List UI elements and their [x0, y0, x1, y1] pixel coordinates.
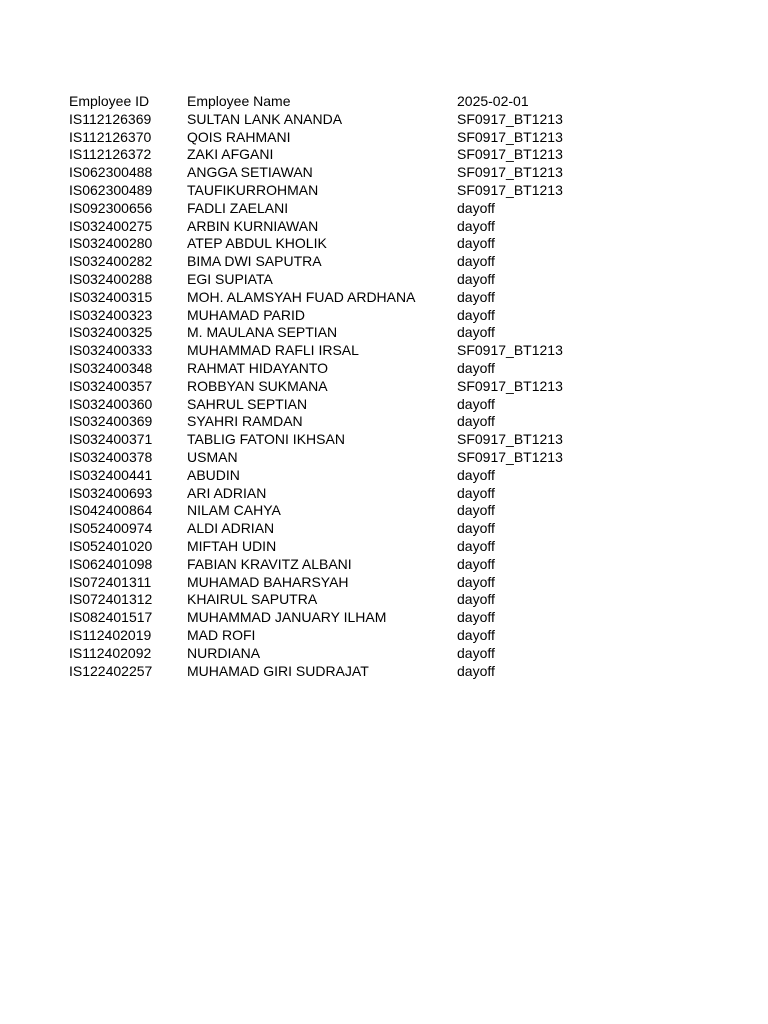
- schedule-value-cell: dayoff: [457, 359, 495, 376]
- employee-id-cell: IS092300656: [69, 199, 153, 216]
- table-row: [69, 129, 577, 147]
- employee-name-cell: ALDI ADRIAN: [187, 520, 275, 537]
- schedule-value-cell: dayoff: [457, 306, 495, 323]
- employee-id-cell: IS032400280: [69, 235, 153, 252]
- table-row: [69, 467, 577, 485]
- employee-id-cell: IS062300489: [69, 181, 153, 198]
- employee-id-cell: IS042400864: [69, 502, 153, 519]
- employee-name-cell: TAUFIKURROHMAN: [187, 181, 319, 198]
- schedule-value-cell: dayoff: [457, 270, 495, 287]
- employee-id-cell: IS032400325: [69, 324, 153, 341]
- employee-id-cell: IS062300488: [69, 164, 153, 181]
- schedule-value-cell: dayoff: [457, 413, 495, 430]
- table-row: [69, 556, 577, 574]
- header-date: 2025-02-01: [457, 93, 529, 109]
- schedule-value-cell: dayoff: [457, 609, 495, 626]
- employee-id-cell: IS032400275: [69, 217, 153, 234]
- schedule-value-cell: dayoff: [457, 573, 495, 590]
- schedule-value-cell: SF0917_BT1213: [457, 110, 563, 127]
- employee-name-cell: MAD ROFI: [187, 626, 256, 643]
- table-row: [69, 182, 577, 200]
- employee-id-cell: IS112402092: [69, 644, 152, 661]
- table-row: [69, 307, 577, 325]
- header-employee-name: Employee Name: [187, 93, 291, 109]
- table-row: [69, 164, 577, 182]
- table-row: [69, 271, 577, 289]
- table-row: [69, 235, 577, 253]
- employee-name-cell: MUHAMMAD JANUARY ILHAM: [187, 609, 387, 626]
- schedule-value-cell: dayoff: [457, 217, 495, 234]
- header-row: [69, 93, 577, 111]
- schedule-table: [69, 93, 577, 680]
- table-row: [69, 360, 577, 378]
- table-row: [69, 485, 577, 503]
- employee-id-cell: IS032400371: [69, 431, 153, 448]
- schedule-value-cell: dayoff: [457, 502, 495, 519]
- table-row: [69, 218, 577, 236]
- schedule-value-cell: SF0917_BT1213: [457, 128, 563, 145]
- schedule-value-cell: dayoff: [457, 199, 495, 216]
- employee-name-cell: RAHMAT HIDAYANTO: [187, 359, 329, 376]
- table-row: [69, 200, 577, 218]
- table-row: [69, 396, 577, 414]
- employee-id-cell: IS032400288: [69, 270, 153, 287]
- employee-id-cell: IS032400369: [69, 413, 153, 430]
- employee-name-cell: TABLIG FATONI IKHSAN: [187, 431, 345, 448]
- table-row: [69, 502, 577, 520]
- schedule-value-cell: dayoff: [457, 537, 495, 554]
- table-body: [69, 111, 577, 681]
- table-row: [69, 609, 577, 627]
- table-row: [69, 645, 577, 663]
- table-row: [69, 324, 577, 342]
- table-row: [69, 591, 577, 609]
- employee-name-cell: M. MAULANA SEPTIAN: [187, 324, 338, 341]
- employee-id-cell: IS112126370: [69, 128, 152, 145]
- employee-id-cell: IS072401311: [69, 573, 152, 590]
- schedule-value-cell: SF0917_BT1213: [457, 146, 563, 163]
- table-row: [69, 538, 577, 556]
- employee-name-cell: ARBIN KURNIAWAN: [187, 217, 319, 234]
- employee-name-cell: ABUDIN: [187, 466, 240, 483]
- employee-name-cell: NILAM CAHYA: [187, 502, 281, 519]
- employee-name-cell: EGI SUPIATA: [187, 270, 273, 287]
- employee-name-cell: ATEP ABDUL KHOLIK: [187, 235, 327, 252]
- schedule-sheet: [69, 93, 577, 680]
- employee-name-cell: ROBBYAN SUKMANA: [187, 377, 328, 394]
- employee-name-cell: ZAKI AFGANI: [187, 146, 274, 163]
- schedule-value-cell: SF0917_BT1213: [457, 448, 563, 465]
- employee-name-cell: MIFTAH UDIN: [187, 537, 277, 554]
- table-row: [69, 289, 577, 307]
- employee-id-cell: IS072401312: [69, 591, 153, 608]
- employee-id-cell: IS112402019: [69, 626, 152, 643]
- schedule-value-cell: SF0917_BT1213: [457, 164, 563, 181]
- table-row: [69, 146, 577, 164]
- employee-name-cell: NURDIANA: [187, 644, 261, 661]
- schedule-value-cell: dayoff: [457, 644, 495, 661]
- employee-name-cell: SAHRUL SEPTIAN: [187, 395, 308, 412]
- employee-id-cell: IS112126372: [69, 146, 152, 163]
- employee-name-cell: MUHAMAD GIRI SUDRAJAT: [187, 662, 369, 679]
- employee-name-cell: QOIS RAHMANI: [187, 128, 291, 145]
- schedule-value-cell: SF0917_BT1213: [457, 431, 563, 448]
- table-row: [69, 413, 577, 431]
- schedule-value-cell: dayoff: [457, 591, 495, 608]
- header-employee-id: Employee ID: [69, 93, 150, 109]
- table-row: [69, 378, 577, 396]
- employee-id-cell: IS062401098: [69, 555, 153, 572]
- employee-id-cell: IS122402257: [69, 662, 153, 679]
- employee-id-cell: IS052401020: [69, 537, 153, 554]
- employee-name-cell: FABIAN KRAVITZ ALBANI: [187, 555, 352, 572]
- schedule-value-cell: dayoff: [457, 484, 495, 501]
- table-row: [69, 520, 577, 538]
- employee-id-cell: IS052400974: [69, 520, 153, 537]
- employee-name-cell: KHAIRUL SAPUTRA: [187, 591, 318, 608]
- employee-name-cell: MUHAMAD BAHARSYAH: [187, 573, 349, 590]
- schedule-value-cell: dayoff: [457, 626, 495, 643]
- schedule-value-cell: dayoff: [457, 253, 495, 270]
- employee-name-cell: BIMA DWI SAPUTRA: [187, 253, 322, 270]
- employee-name-cell: SYAHRI RAMDAN: [187, 413, 303, 430]
- employee-name-cell: MOH. ALAMSYAH FUAD ARDHANA: [187, 288, 416, 305]
- schedule-value-cell: dayoff: [457, 288, 495, 305]
- schedule-value-cell: dayoff: [457, 324, 495, 341]
- employee-id-cell: IS032400282: [69, 253, 153, 270]
- employee-id-cell: IS082401517: [69, 609, 153, 626]
- schedule-value-cell: SF0917_BT1213: [457, 342, 563, 359]
- employee-id-cell: IS032400323: [69, 306, 153, 323]
- employee-id-cell: IS032400441: [69, 466, 153, 483]
- employee-id-cell: IS032400360: [69, 395, 153, 412]
- employee-id-cell: IS032400315: [69, 288, 153, 305]
- employee-name-cell: SULTAN LANK ANANDA: [187, 110, 343, 127]
- employee-id-cell: IS032400348: [69, 359, 153, 376]
- employee-name-cell: USMAN: [187, 448, 238, 465]
- employee-id-cell: IS032400693: [69, 484, 153, 501]
- schedule-value-cell: dayoff: [457, 235, 495, 252]
- employee-id-cell: IS032400357: [69, 377, 153, 394]
- schedule-value-cell: dayoff: [457, 395, 495, 412]
- table-row: [69, 111, 577, 129]
- schedule-value-cell: dayoff: [457, 662, 495, 679]
- table-row: [69, 342, 577, 360]
- table-row: [69, 627, 577, 645]
- table-row: [69, 574, 577, 592]
- schedule-value-cell: dayoff: [457, 520, 495, 537]
- table-row: [69, 663, 577, 681]
- employee-name-cell: FADLI ZAELANI: [187, 199, 289, 216]
- table-row: [69, 431, 577, 449]
- schedule-value-cell: dayoff: [457, 555, 495, 572]
- employee-name-cell: ANGGA SETIAWAN: [187, 164, 313, 181]
- employee-id-cell: IS112126369: [69, 110, 152, 127]
- employee-name-cell: MUHAMMAD RAFLI IRSAL: [187, 342, 359, 359]
- schedule-value-cell: dayoff: [457, 466, 495, 483]
- employee-id-cell: IS032400333: [69, 342, 153, 359]
- schedule-value-cell: SF0917_BT1213: [457, 377, 563, 394]
- schedule-value-cell: SF0917_BT1213: [457, 181, 563, 198]
- employee-name-cell: ARI ADRIAN: [187, 484, 267, 501]
- table-row: [69, 253, 577, 271]
- table-row: [69, 449, 577, 467]
- employee-id-cell: IS032400378: [69, 448, 153, 465]
- employee-name-cell: MUHAMAD PARID: [187, 306, 305, 323]
